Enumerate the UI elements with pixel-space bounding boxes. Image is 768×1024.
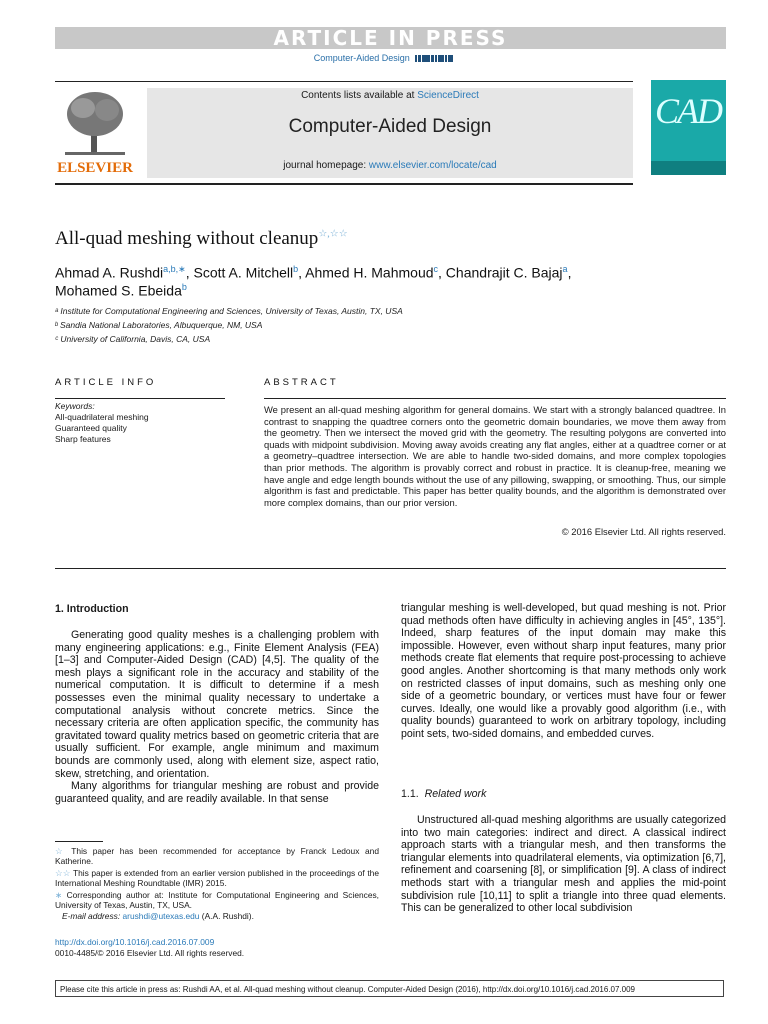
sciencedirect-link[interactable]: ScienceDirect — [417, 90, 479, 101]
author-separator: , — [567, 264, 572, 281]
keyword-item: All-quadrilateral meshing — [55, 412, 149, 422]
subsection-heading-related-work — [401, 788, 486, 800]
footnote — [55, 846, 379, 867]
abstract-text: We present an all-quad meshing algorithm for general domains. We start with a strongly balanced quadtree. In contrast to snapping the quadtree corners onto the geometric domain boundaries, we move them away from the geometry. Then we intersect the moved grid with the geometry. The resulting polygons are converted into quads with midpoint subdivision. Moving away avoids creating any flat angles, either at a quadtree corner or at a geometry–quadtree intersection. We are able to handle two-sided domains, and more complex topologies than prior methods. The algorithm is provably correct and robust in practice. It is cleanup-free, meaning we have angle and edge length bounds without the use of any pillowing, swapping, or smoothing. Thus, our simple algorithm is fast and predictable. This paper has better quality bounds, and the algorithm is demonstrated over more complex domains, than our prior version. — [264, 404, 726, 508]
footnote — [55, 890, 379, 911]
abstract-copyright: © 2016 Elsevier Ltd. All rights reserved. — [561, 526, 726, 537]
author-email-link[interactable]: arushdi@utexas.edu — [122, 911, 200, 922]
author-affiliation-mark[interactable]: a,b,∗ — [163, 264, 186, 274]
footnote-email — [55, 911, 379, 921]
author-list-line-1 — [55, 264, 571, 281]
paragraph: Unstructured all-quad meshing algorithms are usually categorized into two main categories: indirect and direct. A classical indirect approach starts with a triangular mesh, and then transforms the triangular elements into quadrilateral elements, via optimization [6,7], refinement and coarsening [8], or simplification [9]. A class of indirect methods start with a triangular mesh and applies the mid-point subdivision rule [10,11] to split a triangle into three quad elements. This can be generalized to other local subdivision — [401, 814, 726, 915]
footnote-text: This paper is extended from an earlier version published in the proceedings of the International Meshing Roundtable (IMR) 2015. — [55, 867, 379, 889]
header-top-rule — [55, 81, 633, 82]
article-in-press-banner: ARTICLE IN PRESS — [55, 27, 726, 49]
journal-cite-line — [0, 53, 768, 63]
paragraph: triangular meshing is well-developed, but quad meshing is not. Prior quad methods often have difficulty in achieving angles in [45°, 135°]. Indeed, sharp features of the input domain may make this impossible. However, even without sharp input features, many prior methods create flat elements that require post-processing to achieve good angles. Another shortcoming is that many methods only work on restricted classes of input domains, such as meshing only one side of a geometric boundary, or vertices must have four or fewer curves. Ideally, one would like a provably good algorithm (i.e., with quality bounds) guaranteed to work on arbitrary topology, including point sets, two-sided domains, and embedded curves. — [401, 602, 726, 740]
author-name: , Ahmed H. Mahmoud — [298, 264, 434, 281]
journal-name: Computer-Aided Design — [288, 116, 492, 137]
right-column-body — [401, 602, 726, 741]
right-column-body-2 — [401, 814, 726, 915]
section-heading-introduction: 1. Introduction — [55, 603, 129, 615]
author-name: , Chandrajit C. Bajaj — [438, 264, 563, 281]
author-affiliation-mark[interactable]: a — [562, 264, 568, 274]
footnote-mark: ∗ — [55, 889, 63, 900]
author-affiliation-mark[interactable]: b — [181, 282, 187, 292]
keywords-label: Keywords: — [55, 401, 95, 411]
volume-placeholder-icon — [415, 53, 454, 63]
author-list-line-2 — [55, 282, 187, 299]
journal-cover-image — [651, 80, 726, 175]
cover-strip — [651, 161, 726, 175]
keyword-item: Sharp features — [55, 434, 111, 444]
abstract-rule — [264, 398, 726, 399]
keywords-block — [55, 401, 149, 445]
left-column-body — [55, 629, 379, 805]
contents-line — [147, 90, 633, 101]
author-affiliation-mark[interactable]: c — [433, 264, 439, 274]
abstract-bottom-rule — [55, 568, 726, 569]
footnote-mark: ☆☆ — [55, 867, 71, 878]
email-label: E-mail address: — [61, 911, 123, 922]
paragraph: Generating good quality meshes is a challenging problem with many engineering applications: e.g., Finite Element Analysis (FEA) [1–3] and Computer-Aided Design (CAD) [4,5]. The quality of the mesh plays a significant role in the accuracy and stability of the numerical computation. It is difficult to determine if a mesh possesses even the minimal quality necessary to undertake a computational analysis without concrete metrics. Since the necessary criteria are often application specific, the community has gravitated toward quality metrics based on geometric criteria that are usually sufficient. For example, angle minimum and maximum bounds are commonly used, along with element size, aspect ratio, skew, stretching, and orientation. — [55, 629, 379, 780]
article-info-heading: ARTICLE INFO — [55, 377, 157, 388]
author-affiliation-mark[interactable]: b — [293, 264, 299, 274]
footnote-text: This paper has been recommended for acceptance by Franck Ledoux and Katherine. — [55, 846, 379, 867]
cite-this-article-box: Please cite this article in press as: Rushdi AA, et al. All-quad meshing without cleanup. Computer-Aided Design (2016), http://dx.doi.org/10.1016/j.cad.2016.07.009 — [55, 980, 724, 997]
article-info-rule — [55, 398, 225, 399]
header-bottom-rule — [55, 183, 633, 185]
footnote — [55, 868, 379, 889]
cover-title: CAD — [655, 91, 721, 131]
journal-cite-text: Computer-Aided Design — [313, 53, 410, 63]
elsevier-wordmark: ELSEVIER — [57, 160, 133, 176]
footnote-text: Corresponding author at: Institute for Computational Engineering and Sciences, University of Texas, Austin, TX, USA. — [55, 889, 379, 911]
footnotes-block — [55, 846, 379, 923]
doi-link[interactable]: http://dx.doi.org/10.1016/j.cad.2016.07.009 — [55, 937, 215, 947]
title-text: All-quad meshing without cleanup — [55, 228, 319, 249]
affiliation-b: ᵇ Sandia National Laboratories, Albuquerque, NM, USA — [55, 320, 263, 330]
title-footnote-marks[interactable]: ☆,☆☆ — [318, 228, 348, 240]
author-name: Mohamed S. Ebeida — [55, 282, 182, 299]
keyword-item: Guaranteed quality — [55, 423, 127, 433]
article-title — [55, 228, 348, 250]
homepage-prefix: journal homepage: — [283, 160, 369, 171]
footnote-mark: ☆ — [55, 846, 66, 856]
contents-prefix: Contents lists available at — [301, 90, 418, 101]
subsection-title: Related work — [424, 788, 487, 800]
abstract-heading: ABSTRACT — [264, 377, 339, 388]
affiliation-a: ᵃ Institute for Computational Engineering and Sciences, University of Texas, Austin, TX, USA — [55, 306, 403, 316]
author-name: , Scott A. Mitchell — [185, 264, 294, 281]
issn-line: 0010-4485/© 2016 Elsevier Ltd. All rights reserved. — [55, 948, 245, 958]
subsection-number: 1.1. — [401, 788, 419, 800]
journal-homepage-link[interactable]: www.elsevier.com/locate/cad — [368, 160, 497, 171]
footnote-rule — [55, 841, 103, 842]
email-owner: (A.A. Rushdi). — [199, 911, 254, 922]
affiliation-c: ᶜ University of California, Davis, CA, USA — [55, 334, 211, 344]
author-name: Ahmad A. Rushdi — [55, 264, 164, 281]
paragraph: Many algorithms for triangular meshing are robust and provide guaranteed quality, and are readily available. In that sense — [55, 780, 379, 805]
homepage-line — [147, 160, 633, 171]
